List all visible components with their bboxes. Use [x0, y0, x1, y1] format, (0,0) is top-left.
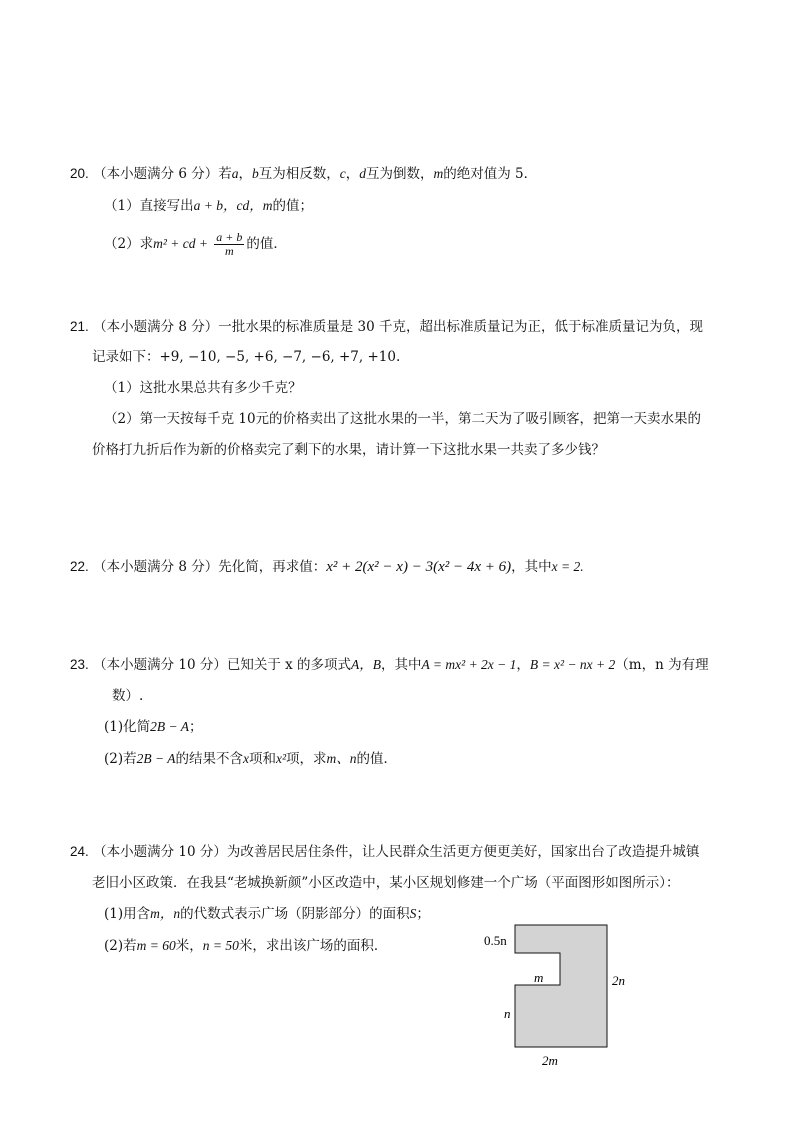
q24-part1-text: (1)用含 — [104, 906, 151, 922]
q23-part2-text: 项和 — [248, 751, 276, 767]
q21-part2 — [104, 409, 701, 429]
q24-part2-text: 米， — [175, 938, 203, 954]
q23-poly-a: A = mx² + 2x − 1 — [421, 657, 517, 672]
q21-number: 21. — [70, 319, 89, 334]
q20-line1 — [70, 164, 537, 184]
q23-part2-text: 的结果不含 — [175, 751, 243, 767]
var-c: c — [339, 166, 346, 181]
q21-part1-text: （1）这批水果总共有多少千克？ — [104, 380, 302, 396]
plaza-figure — [470, 915, 660, 1075]
q24-part2-value-m: m = 60 — [136, 938, 176, 953]
q20-part2-expr: m² + cd + — [153, 236, 208, 251]
q23-part1 — [104, 717, 202, 737]
q23-text: （本小题满分 10 分）已知关于 x 的多项式 — [93, 657, 352, 673]
q21-part1 — [104, 378, 302, 398]
q23-polys: A，B — [351, 657, 382, 672]
q23-part1-expr: 2B − A — [150, 719, 189, 734]
q20-header: （本小题满分 6 分）若 — [93, 166, 232, 182]
q24-text: （本小题满分 10 分）为改善居民居住条件，让人民群众生活更方便更美好，国家出台了改造提升城镇 — [93, 844, 700, 860]
var-m: m — [433, 166, 444, 181]
fraction-numerator: a + b — [216, 230, 243, 244]
q22-text: ，其中 — [511, 559, 552, 575]
q24-part2-value-n: n = 50 — [202, 938, 239, 953]
q24-part2-text: (2)若 — [104, 938, 137, 954]
var-d: d — [359, 166, 366, 181]
q24-part1-end: ； — [416, 906, 430, 922]
q24-part1-text: 的代数式表示广场（阴影部分）的面积 — [180, 906, 410, 922]
q22-condition: x = 2. — [551, 559, 584, 574]
q23-part2-text: (2)若 — [104, 751, 137, 767]
q22-line — [70, 555, 584, 579]
q21-line1 — [70, 317, 703, 337]
q20-part1-prefix: （1）直接写出 — [104, 198, 194, 214]
label-bottom: 2m — [542, 1053, 558, 1068]
q21-text: （本小题满分 8 分）一批水果的标准质量是 30 千克，超出标准质量记为正，低于标准质量记为负，现 — [93, 319, 704, 335]
q21-line2 — [92, 347, 400, 367]
q23-part2-var: x² — [275, 751, 287, 766]
q20-text: 的绝对值为 5． — [443, 166, 538, 182]
q23-number: 23. — [70, 657, 89, 672]
q23-part2 — [104, 749, 397, 769]
var-b: b — [252, 166, 259, 181]
q24-part1-var: S — [409, 906, 417, 921]
q22-expression: x² + 2(x² − x) − 3(x² − 4x + 6) — [326, 559, 512, 575]
q23-part2-var: x — [242, 751, 249, 766]
label-m: m — [534, 970, 544, 985]
q23-part2-expr: 2B − A — [136, 751, 176, 766]
q24-part2-text: 米，求出该广场的面积． — [238, 938, 388, 954]
q23-text-cont: 数）. — [112, 688, 144, 704]
q22-header: （本小题满分 8 分）先化简，再求值： — [93, 559, 327, 575]
q24-line1 — [70, 842, 699, 862]
plaza-shape — [515, 925, 607, 1047]
q20-number: 20. — [70, 166, 89, 181]
q24-part1 — [104, 904, 430, 924]
q24-text-cont: 老旧小区政策．在我县“老城换新颜”小区改造中，某小区规划修建一个广场（平面图形如图所示）： — [92, 875, 680, 891]
comma: ， — [516, 657, 530, 673]
q24-number: 24. — [70, 844, 89, 859]
q23-line1 — [70, 655, 709, 675]
q23-line2 — [112, 686, 143, 706]
q20-part1-expr: a + b，cd，m — [193, 198, 273, 213]
q22-number: 22. — [70, 559, 89, 574]
q20-part2 — [104, 230, 287, 258]
comma: ， — [345, 166, 360, 182]
comma: ， — [238, 166, 252, 182]
q21-part2-text-cont: 价格打九折后作为新的价格卖完了剩下的水果，请计算一下这批水果一共卖了多少钱？ — [92, 442, 605, 458]
q20-part2-suffix: 的值． — [246, 236, 287, 252]
q23-text: （m，n 为有理 — [615, 657, 709, 673]
q21-part2-cont — [92, 440, 605, 460]
q20-part2-prefix: （2）求 — [104, 236, 154, 252]
label-n: n — [504, 1006, 511, 1021]
q21-records: 记录如下：+9, −10, −5, +6, −7, −6, +7, +10. — [92, 349, 401, 365]
q23-part1-prefix: (1)化简 — [104, 719, 151, 735]
q20-part1 — [104, 196, 313, 216]
fraction — [214, 231, 244, 258]
q23-text: ，其中 — [381, 657, 422, 673]
q23-part2-text: 项，求 — [286, 751, 327, 767]
q20-text: 互为相反数， — [258, 166, 340, 182]
q23-part2-text: 的值． — [356, 751, 398, 767]
q23-poly-b: B = x² − nx + 2 — [529, 657, 616, 672]
q24-part1-vars: m，n — [150, 906, 181, 921]
q20-part1-suffix: 的值； — [272, 198, 313, 214]
q24-line2 — [92, 873, 680, 893]
q23-part2-vars: m、n — [326, 751, 357, 766]
label-top: 0.5n — [484, 933, 507, 948]
q23-part1-end: ； — [188, 719, 203, 735]
fraction-denominator: m — [225, 244, 234, 258]
label-right: 2n — [612, 973, 625, 988]
q20-text: 互为倒数， — [366, 166, 434, 182]
q21-part2-text: （2）第一天按每千克 10元的价格卖出了这批水果的一半，第二天为了吸引顾客，把第一天卖水果的 — [104, 411, 702, 427]
q24-part2 — [104, 936, 387, 956]
var-a: a — [231, 166, 239, 181]
